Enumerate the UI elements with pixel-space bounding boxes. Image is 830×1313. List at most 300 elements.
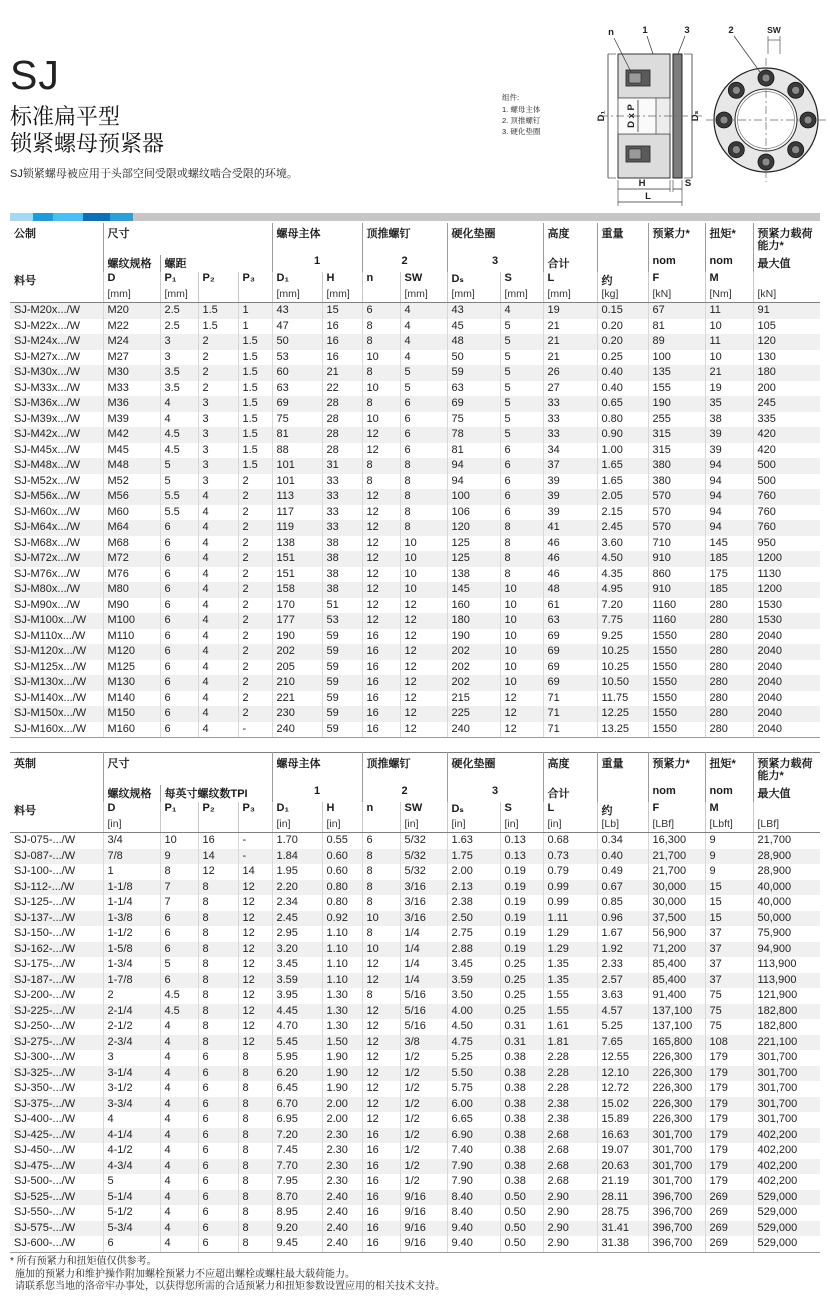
spec-value: 31.41	[597, 1221, 648, 1237]
spec-value: M27	[103, 350, 160, 366]
spec-value: 202	[272, 644, 322, 660]
spec-value: 8	[500, 520, 543, 536]
spec-value: 1.5	[198, 319, 238, 335]
spec-value: 2.75	[447, 926, 500, 942]
spec-value: 1.5	[238, 350, 272, 366]
spec-value: 2.68	[543, 1143, 597, 1159]
column-unit	[362, 288, 400, 303]
spec-value: 2.00	[322, 1097, 362, 1113]
spec-value: 1160	[648, 613, 705, 629]
spec-value: 16	[322, 319, 362, 335]
column-symbol	[753, 272, 820, 288]
spec-value: 280	[705, 706, 753, 722]
spec-value: 12	[198, 864, 238, 880]
spec-value: 4	[160, 1035, 198, 1051]
spec-value: 1550	[648, 675, 705, 691]
spec-value: M160	[103, 722, 160, 738]
spec-value: 15.89	[597, 1112, 648, 1128]
spec-value: 2.30	[322, 1128, 362, 1144]
table-row	[10, 334, 820, 350]
spec-value: 8	[198, 957, 238, 973]
column-symbol: D	[103, 802, 160, 818]
table-row	[10, 1050, 820, 1066]
spec-value: 6	[198, 1097, 238, 1113]
spec-value: 8	[362, 849, 400, 865]
column-symbol: SW	[400, 272, 447, 288]
spec-value: 0.25	[500, 988, 543, 1004]
spec-value: 0.99	[543, 880, 597, 896]
spec-value: 117	[272, 505, 322, 521]
spec-value: -	[238, 833, 272, 849]
spec-value: 5	[500, 412, 543, 428]
spec-value: 12	[362, 489, 400, 505]
spec-value: 1/4	[400, 973, 447, 989]
spec-value: M30	[103, 365, 160, 381]
group-header: 扭矩*	[705, 753, 753, 786]
spec-value: 10	[500, 644, 543, 660]
spec-value: 179	[705, 1097, 753, 1113]
front-view	[706, 25, 826, 182]
table-row	[10, 957, 820, 973]
table-row	[10, 551, 820, 567]
spec-value: 37	[705, 942, 753, 958]
spec-value: 2	[238, 706, 272, 722]
spec-value: 0.31	[500, 1019, 543, 1035]
spec-value: 8	[400, 458, 447, 474]
spec-value: 21	[543, 319, 597, 335]
column-unit: [mm]	[322, 288, 362, 303]
callout-1: 1	[642, 25, 648, 36]
spec-value: 1550	[648, 660, 705, 676]
spec-value: 301,700	[648, 1159, 705, 1175]
spec-value: 3/4	[103, 833, 160, 849]
table-row	[10, 582, 820, 598]
spec-value: 8	[198, 1004, 238, 1020]
spec-value: 8	[238, 1221, 272, 1237]
spec-value: 710	[648, 536, 705, 552]
spec-value: 269	[705, 1190, 753, 1206]
spec-value: 760	[753, 489, 820, 505]
spec-value: 0.15	[597, 303, 648, 319]
spec-value: 1550	[648, 722, 705, 738]
spec-value: 28,900	[753, 864, 820, 880]
spec-value: 182,800	[753, 1019, 820, 1035]
spec-value: 6	[400, 427, 447, 443]
spec-value: 60	[272, 365, 322, 381]
column-unit	[10, 288, 103, 303]
subgroup-header: nom	[705, 255, 753, 272]
spec-value: 113	[272, 489, 322, 505]
spec-value: 45	[447, 319, 500, 335]
spec-value: 69	[543, 629, 597, 645]
table-row	[10, 567, 820, 583]
table-row	[10, 319, 820, 335]
table-row	[10, 1097, 820, 1113]
spec-value: 180	[447, 613, 500, 629]
spec-value: 420	[753, 427, 820, 443]
subgroup-header	[10, 255, 103, 272]
spec-value: 2.40	[322, 1190, 362, 1206]
spec-value: 335	[753, 412, 820, 428]
spec-value: M48	[103, 458, 160, 474]
spec-value: 40,000	[753, 880, 820, 896]
part-number: SJ-375-.../W	[14, 1097, 76, 1110]
spec-value: 225	[447, 706, 500, 722]
spec-value: 16	[362, 722, 400, 738]
spec-value: 4.95	[597, 582, 648, 598]
spec-value: 8	[238, 1205, 272, 1221]
table-row	[10, 1066, 820, 1082]
spec-value: 21	[543, 334, 597, 350]
callout-3: 3	[684, 25, 690, 36]
spec-value: 12	[400, 660, 447, 676]
spec-value: 1-1/8	[103, 880, 160, 896]
spec-value: 1.11	[543, 911, 597, 927]
spec-value: 2.28	[543, 1081, 597, 1097]
subgroup-header	[597, 255, 648, 272]
spec-value: 28.75	[597, 1205, 648, 1221]
spec-value: 5/16	[400, 1019, 447, 1035]
spec-value: 4	[198, 629, 238, 645]
spec-value: 59	[322, 644, 362, 660]
spec-value: 1.95	[272, 864, 322, 880]
spec-value: 6	[500, 505, 543, 521]
column-unit: [in]	[500, 818, 543, 833]
spec-value: 396,700	[648, 1205, 705, 1221]
subgroup-header: 最大值	[753, 255, 820, 272]
spec-value: 0.19	[500, 926, 543, 942]
part-number: SJ-325-.../W	[14, 1066, 76, 1079]
spec-value: 30,000	[648, 880, 705, 896]
spec-value: 200	[753, 381, 820, 397]
spec-value: 0.25	[500, 957, 543, 973]
subgroup-header: 螺纹规格	[103, 785, 160, 802]
spec-value: 38	[322, 551, 362, 567]
spec-value: 202	[447, 644, 500, 660]
spec-value: 4	[160, 1205, 198, 1221]
column-unit: [kN]	[648, 288, 705, 303]
table-row	[10, 629, 820, 645]
spec-value: 33	[543, 396, 597, 412]
spec-value: 179	[705, 1081, 753, 1097]
part-number: SJ-M45x.../W	[14, 443, 81, 456]
spec-value: 4-1/2	[103, 1143, 160, 1159]
spec-value: 16	[198, 833, 238, 849]
spec-value: 94	[705, 474, 753, 490]
table-row	[10, 505, 820, 521]
spec-value: 46	[543, 551, 597, 567]
table-row	[10, 1112, 820, 1128]
spec-value: 570	[648, 520, 705, 536]
spec-value: 0.20	[597, 319, 648, 335]
spec-value: 6	[198, 1236, 238, 1252]
part-number: SJ-M120x.../W	[14, 645, 87, 658]
spec-value: 175	[705, 567, 753, 583]
table-row	[10, 644, 820, 660]
spec-value: 2.57	[597, 973, 648, 989]
spec-value: M64	[103, 520, 160, 536]
spec-value: 21,700	[753, 833, 820, 849]
spec-value: 2.68	[543, 1159, 597, 1175]
subgroup-header: 2	[362, 785, 447, 802]
spec-value: 2	[238, 567, 272, 583]
spec-value: 3.59	[447, 973, 500, 989]
spec-value: 0.96	[597, 911, 648, 927]
table-row	[10, 833, 820, 849]
spec-value: 2	[238, 691, 272, 707]
spec-value: 10.50	[597, 675, 648, 691]
spec-value: 9	[705, 849, 753, 865]
column-unit	[238, 288, 272, 303]
spec-value: 59	[322, 675, 362, 691]
spec-value: 2.15	[597, 505, 648, 521]
legend-title: 组件:	[502, 93, 520, 102]
spec-value: 155	[648, 381, 705, 397]
spec-value: 3/8	[400, 1035, 447, 1051]
spec-value: 301,700	[648, 1128, 705, 1144]
spec-value: 10	[362, 911, 400, 927]
spec-value: 2040	[753, 691, 820, 707]
spec-value: 4	[160, 1236, 198, 1252]
spec-value: 3	[198, 427, 238, 443]
spec-value: 420	[753, 443, 820, 459]
part-number: SJ-150-.../W	[14, 927, 76, 940]
callout-n: n	[608, 27, 614, 38]
table-row	[10, 1221, 820, 1237]
spec-value: 12	[362, 551, 400, 567]
table-row	[10, 675, 820, 691]
spec-value: 2040	[753, 675, 820, 691]
part-number: SJ-575-.../W	[14, 1221, 76, 1234]
spec-value: 4	[198, 582, 238, 598]
spec-value: 226,300	[648, 1050, 705, 1066]
column-symbol: L	[543, 272, 597, 288]
spec-value: 48	[447, 334, 500, 350]
spec-value: 69	[543, 644, 597, 660]
spec-value: 12	[362, 567, 400, 583]
spec-value: 8	[500, 551, 543, 567]
spec-value: 396,700	[648, 1221, 705, 1237]
part-number: SJ-M39x.../W	[14, 412, 81, 425]
spec-value: 12	[238, 1004, 272, 1020]
legend-item-1: 1. 螺母主体	[502, 105, 541, 114]
spec-value: 7.75	[597, 613, 648, 629]
spec-value: 6.00	[447, 1097, 500, 1113]
table-row	[10, 926, 820, 942]
part-number: SJ-425-.../W	[14, 1128, 76, 1141]
spec-value: 2.13	[447, 880, 500, 896]
spec-value: 16	[362, 1221, 400, 1237]
spec-value: 0.38	[500, 1128, 543, 1144]
spec-value: 10	[500, 660, 543, 676]
spec-value: 8	[362, 880, 400, 896]
spec-value: 125	[447, 536, 500, 552]
spec-value: M80	[103, 582, 160, 598]
spec-value: 78	[447, 427, 500, 443]
spec-value: 1	[238, 319, 272, 335]
spec-value: 6.65	[447, 1112, 500, 1128]
spec-value: 38	[705, 412, 753, 428]
spec-value: 1/2	[400, 1112, 447, 1128]
spec-value: 2.90	[543, 1205, 597, 1221]
spec-value: 3-1/2	[103, 1081, 160, 1097]
spec-value: -	[238, 849, 272, 865]
spec-value: 1550	[648, 644, 705, 660]
subgroup-header: 1	[272, 785, 362, 802]
spec-value: 2.68	[543, 1128, 597, 1144]
spec-value: 0.19	[500, 895, 543, 911]
spec-value: 4.70	[272, 1019, 322, 1035]
spec-value: 15	[705, 895, 753, 911]
table-row	[10, 988, 820, 1004]
spec-value: 12	[362, 520, 400, 536]
spec-value: 63	[447, 381, 500, 397]
spec-value: 41	[543, 520, 597, 536]
spec-value: 2	[238, 660, 272, 676]
spec-value: 12	[362, 957, 400, 973]
spec-value: 8	[238, 1066, 272, 1082]
spec-value: 9/16	[400, 1236, 447, 1252]
spec-value: 9	[705, 864, 753, 880]
spec-value: 1.92	[597, 942, 648, 958]
spec-value: 2.00	[322, 1112, 362, 1128]
lock-nut-drawing	[490, 20, 830, 212]
spec-value: 0.38	[500, 1112, 543, 1128]
spec-value: 402,200	[753, 1174, 820, 1190]
spec-value: 8.95	[272, 1205, 322, 1221]
spec-value: M60	[103, 505, 160, 521]
spec-value: 10	[705, 350, 753, 366]
spec-value: 2.40	[322, 1205, 362, 1221]
spec-value: 10	[500, 629, 543, 645]
column-symbol: Dₛ	[447, 272, 500, 288]
spec-value: 12	[400, 613, 447, 629]
spec-value: 2	[238, 474, 272, 490]
spec-value: 860	[648, 567, 705, 583]
spec-value: 61	[543, 598, 597, 614]
group-header: 预紧力*	[648, 223, 705, 255]
spec-value: 28	[322, 443, 362, 459]
spec-value: 2040	[753, 722, 820, 738]
spec-value: 4.57	[597, 1004, 648, 1020]
spec-value: 6	[160, 706, 198, 722]
spec-value: 113,900	[753, 957, 820, 973]
footnote-line: * 所有预紧力和扭矩值仅供参考。	[10, 1256, 157, 1267]
spec-value: 4	[198, 520, 238, 536]
spec-value: 100	[447, 489, 500, 505]
spec-value: 402,200	[753, 1128, 820, 1144]
table-row	[10, 1236, 820, 1252]
column-unit: [mm]	[543, 288, 597, 303]
spec-value: 6	[400, 396, 447, 412]
part-number: SJ-M60x.../W	[14, 505, 81, 518]
spec-value: 2-1/2	[103, 1019, 160, 1035]
spec-value: 4.50	[597, 551, 648, 567]
spec-value: 59	[322, 629, 362, 645]
spec-value: 88	[272, 443, 322, 459]
spec-value: 5	[500, 396, 543, 412]
spec-value: M22	[103, 319, 160, 335]
table-row	[10, 489, 820, 505]
spec-value: 16	[362, 629, 400, 645]
table-row	[10, 942, 820, 958]
spec-value: 12	[400, 629, 447, 645]
spec-value: 6	[160, 644, 198, 660]
accent-band	[10, 213, 820, 221]
spec-value: 28	[322, 427, 362, 443]
spec-value: 8	[362, 474, 400, 490]
spec-value: 75	[705, 988, 753, 1004]
spec-value: 10	[400, 536, 447, 552]
spec-value: 14	[198, 849, 238, 865]
spec-value: 2.20	[272, 880, 322, 896]
spec-value: 6	[400, 443, 447, 459]
table-row	[10, 1190, 820, 1206]
spec-value: 13.25	[597, 722, 648, 738]
spec-value: 108	[705, 1035, 753, 1051]
dim-label-ds: Dₛ	[690, 110, 701, 122]
spec-value: 39	[705, 443, 753, 459]
spec-value: 33	[543, 427, 597, 443]
spec-value: 205	[272, 660, 322, 676]
subgroup-header	[597, 785, 648, 802]
column-symbol: F	[648, 802, 705, 818]
spec-value: 1.5	[238, 458, 272, 474]
spec-value: M130	[103, 675, 160, 691]
spec-value: 2.38	[543, 1112, 597, 1128]
spec-value: 7.95	[272, 1174, 322, 1190]
spec-value: 2.40	[322, 1221, 362, 1237]
spec-value: 19	[543, 303, 597, 319]
spec-value: 1/4	[400, 957, 447, 973]
spec-value: 190	[447, 629, 500, 645]
spec-value: 4	[198, 644, 238, 660]
part-number: SJ-525-.../W	[14, 1190, 76, 1203]
spec-value: 1200	[753, 582, 820, 598]
spec-value: 6	[500, 458, 543, 474]
spec-value: 1.65	[597, 458, 648, 474]
spec-value: 3.59	[272, 973, 322, 989]
spec-value: 151	[272, 567, 322, 583]
table-row	[10, 598, 820, 614]
table-row	[10, 303, 820, 319]
spec-value: 67	[648, 303, 705, 319]
spec-value: 10	[705, 319, 753, 335]
spec-value: 75	[272, 412, 322, 428]
part-number: SJ-550-.../W	[14, 1206, 76, 1219]
spec-value: 8	[362, 334, 400, 350]
footnotes	[10, 1256, 445, 1294]
spec-value: 21	[543, 350, 597, 366]
spec-value: 1530	[753, 613, 820, 629]
spec-value: 5	[400, 381, 447, 397]
table-row	[10, 536, 820, 552]
group-header: 预紧力*	[648, 753, 705, 786]
spec-value: 1.67	[597, 926, 648, 942]
spec-value: 0.13	[500, 849, 543, 865]
spec-value: 301,700	[648, 1143, 705, 1159]
spec-value: 39	[543, 474, 597, 490]
part-number: SJ-M68x.../W	[14, 536, 81, 549]
spec-value: 106	[447, 505, 500, 521]
spec-value: 16	[362, 1236, 400, 1252]
spec-value: 9.40	[447, 1221, 500, 1237]
spec-value: 7.70	[272, 1159, 322, 1175]
part-number: SJ-M36x.../W	[14, 397, 81, 410]
spec-value: 75	[705, 1004, 753, 1020]
group-header: 硬化垫圈	[447, 753, 543, 786]
spec-value: 5/32	[400, 864, 447, 880]
